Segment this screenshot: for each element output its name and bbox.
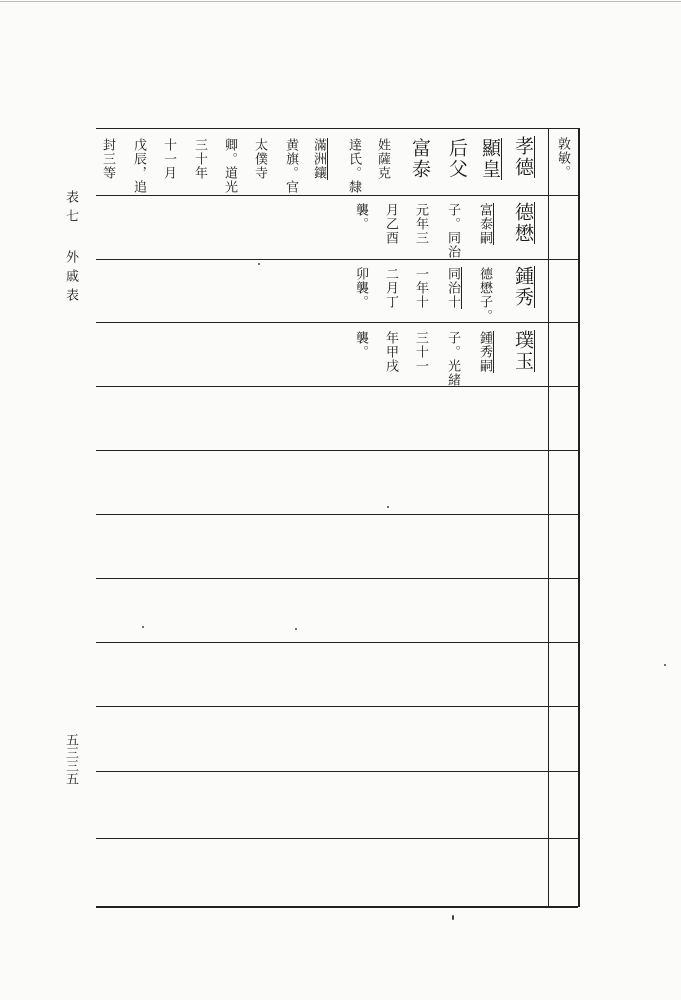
header-detail-6: 卿。道光 — [222, 138, 237, 194]
header-detail-7: 三十年 — [192, 138, 207, 180]
header-row-divider — [96, 195, 579, 196]
header-detail-8: 十一月 — [161, 138, 176, 180]
table-top-border — [96, 128, 578, 129]
row-divider-5 — [96, 514, 579, 515]
header-detail-10: 封三等 — [100, 138, 115, 180]
row-1-name: 德懋 — [512, 202, 534, 244]
header-detail-9: 戊辰，追 — [131, 138, 146, 194]
row-2-line-4: 二月丁 — [383, 267, 398, 309]
table-number-label: 表七 — [63, 190, 78, 228]
scan-speck — [387, 506, 389, 508]
row-divider-1 — [96, 259, 579, 260]
row-divider-6 — [96, 578, 579, 579]
table-right-border — [578, 128, 580, 907]
scan-speck — [295, 628, 297, 630]
row-divider-9 — [96, 771, 579, 772]
row-divider-2 — [96, 322, 579, 323]
header-detail-1: 姓薩克 — [375, 138, 390, 180]
header-detail-4: 黄旗。官 — [283, 138, 298, 194]
header-detail-3: 滿洲鑲 — [311, 138, 326, 180]
table-inner-vertical — [548, 128, 549, 907]
row-3-line-1: 鍾秀嗣 — [477, 331, 492, 373]
row-3-line-4: 年甲戌 — [383, 331, 398, 373]
header-name: 孝德 — [512, 136, 534, 178]
section-title: 外戚表 — [63, 250, 78, 307]
scan-speck — [452, 915, 454, 920]
scan-speck — [664, 664, 666, 666]
header-relation-entry: 后父 — [446, 138, 468, 180]
row-3-line-2: 子。光緒 — [445, 331, 460, 387]
row-2-line-1: 德懋子。 — [477, 267, 492, 323]
scan-speck — [258, 263, 260, 265]
row-divider-4 — [96, 450, 579, 451]
row-divider-3 — [96, 386, 579, 387]
header-note: 敦敏。 — [555, 137, 570, 179]
row-2-line-5: 卯襲。 — [353, 267, 368, 309]
row-3-line-5: 襲。 — [353, 331, 368, 359]
scan-speck — [142, 626, 144, 628]
row-1-line-5: 襲。 — [353, 203, 368, 231]
row-2-line-3: 一年十 — [413, 267, 428, 309]
row-2-line-2: 同治十 — [445, 267, 460, 309]
row-1-line-4: 月乙酉 — [383, 203, 398, 245]
row-1-line-3: 元年三 — [413, 203, 428, 245]
table-bottom-border — [96, 906, 578, 908]
row-1-line-1: 富泰嗣 — [477, 203, 492, 245]
row-divider-8 — [96, 706, 579, 707]
row-2-name: 鍾秀 — [512, 266, 534, 308]
row-divider-10 — [96, 838, 579, 839]
row-3-line-3: 三十一 — [413, 331, 428, 373]
header-title-entry: 顯皇 — [479, 138, 501, 180]
row-divider-7 — [96, 642, 579, 643]
header-detail-5: 太僕寺 — [252, 138, 267, 180]
header-person-name: 富泰 — [409, 138, 431, 180]
header-detail-2: 達氏。隸 — [346, 138, 361, 194]
row-3-name: 璞玉 — [512, 330, 534, 372]
scan-top-edge — [0, 1, 681, 2]
row-1-line-2: 子。同治 — [445, 203, 460, 259]
page-number: 五三三五 — [63, 733, 78, 785]
